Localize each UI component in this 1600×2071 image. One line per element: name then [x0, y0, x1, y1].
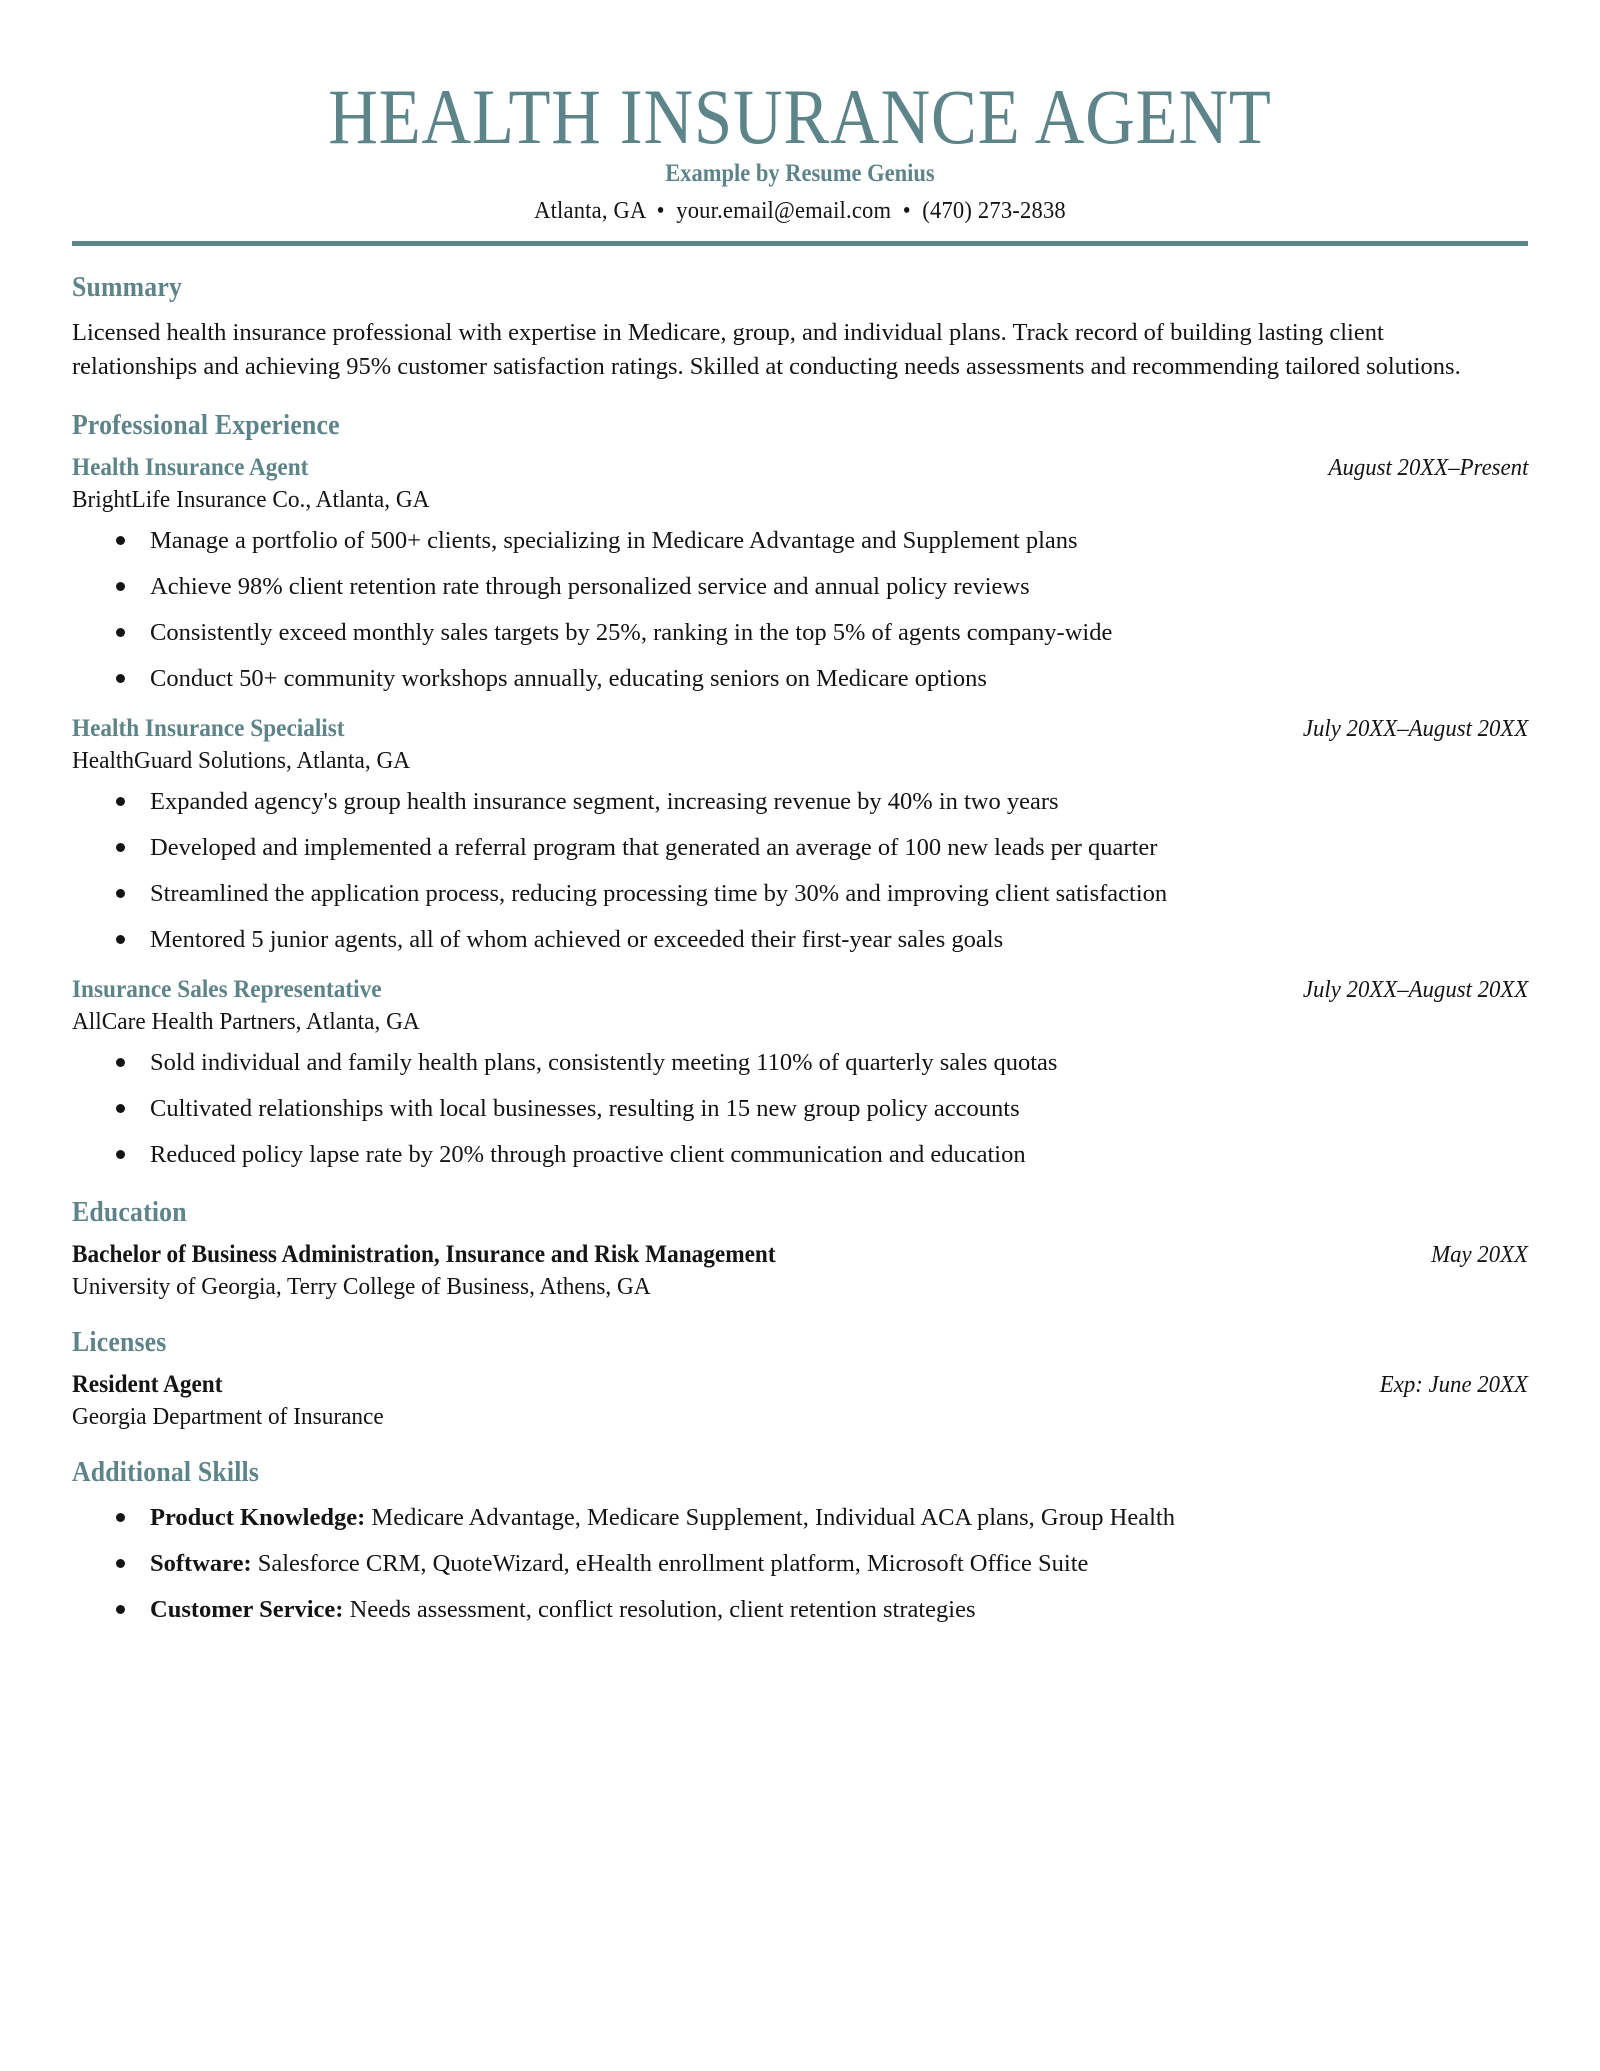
list-item [72, 570, 1528, 603]
page-title: HEALTH INSURANCE AGENT [328, 73, 1272, 160]
list-item-text: Consistently exceed monthly sales targets by 25%, ranking in the top 5% of agents company-wide [150, 618, 1113, 646]
section-heading-skills: Additional Skills [72, 1457, 260, 1489]
bullet-icon [116, 1104, 125, 1113]
entry-date: July 20XX–August 20XX [1302, 715, 1528, 742]
list-item [72, 1092, 1528, 1125]
entry-organization: University of Georgia, Terry College of Business, Athens, GA [72, 1273, 651, 1301]
bullet-icon [116, 582, 125, 591]
entry-header-row [72, 715, 1528, 743]
section-heading-summary: Summary [72, 272, 183, 303]
license-entry [72, 1371, 1528, 1431]
education-entries [72, 1241, 1528, 1301]
list-item-text: Sold individual and family health plans, consistently meeting 110% of quarterly sales quotas [150, 1049, 1058, 1077]
bullet-icon [116, 1058, 125, 1067]
skill-label: Customer Service: [150, 1596, 344, 1624]
entry-title: Health Insurance Agent [72, 453, 309, 481]
bullet-icon [116, 1605, 125, 1614]
resume-subtitle: Example by Resume Genius [665, 160, 935, 187]
bullet-icon [116, 628, 125, 637]
skill-item [72, 1593, 1528, 1626]
bullet-icon [116, 536, 125, 545]
list-item [72, 785, 1528, 818]
header-divider [72, 241, 1528, 246]
section-heading-experience: Professional Experience [72, 409, 340, 441]
list-item [72, 1138, 1528, 1171]
bullet-icon [116, 1150, 125, 1159]
contact-separator-2: • [902, 198, 911, 224]
list-item-text: Cultivated relationships with local businesses, resulting in 15 new group policy accounts [150, 1095, 1020, 1123]
entry-bullet-list [72, 785, 1528, 956]
list-item-text: Achieve 98% client retention rate through personalized service and annual policy reviews [150, 572, 1030, 600]
list-item [72, 616, 1528, 649]
skill-value: Salesforce CRM, QuoteWizard, eHealth enrollment platform, Microsoft Office Suite [251, 1550, 1089, 1578]
bullet-icon [116, 1513, 125, 1522]
contact-separator-1: • [656, 198, 665, 224]
section-education [72, 1197, 1528, 1301]
list-item-text: Developed and implemented a referral program that generated an average of 100 new leads per quarter [150, 833, 1158, 861]
entry-organization: HealthGuard Solutions, Atlanta, GA [72, 746, 411, 774]
section-summary [72, 272, 1528, 384]
education-entry [72, 1241, 1528, 1301]
entry-date: Exp: June 20XX [1379, 1372, 1528, 1399]
section-skills [72, 1457, 1528, 1626]
list-item [72, 662, 1528, 695]
entry-bullet-list [72, 1046, 1528, 1171]
contact-phone[interactable]: (470) 273-2838 [922, 198, 1066, 224]
skill-label: Software: [150, 1550, 252, 1578]
list-item-text: Conduct 50+ community workshops annually, educating seniors on Medicare options [150, 664, 987, 692]
entry-header-row [72, 976, 1528, 1004]
list-item-text: Expanded agency's group health insurance segment, increasing revenue by 40% in two years [150, 787, 1059, 815]
list-item-text: Manage a portfolio of 500+ clients, specializing in Medicare Advantage and Supplement plans [150, 526, 1078, 554]
entry-date: May 20XX [1431, 1242, 1528, 1269]
entry-header-row [72, 1371, 1528, 1399]
list-item [72, 1046, 1528, 1079]
skill-item [72, 1501, 1528, 1534]
list-item [72, 877, 1528, 910]
entry-title: Health Insurance Specialist [72, 714, 345, 742]
bullet-icon [116, 889, 125, 898]
resume-header [72, 73, 1528, 246]
bullet-icon [116, 1559, 125, 1568]
entry-bullet-list [72, 524, 1528, 695]
entry-header-row [72, 454, 1528, 482]
experience-entry [72, 715, 1528, 956]
entry-title: Bachelor of Business Administration, Insurance and Risk Management [72, 1241, 776, 1269]
bullet-icon [116, 935, 125, 944]
list-item [72, 923, 1528, 956]
entry-title: Resident Agent [72, 1371, 223, 1399]
section-heading-licenses: Licenses [72, 1327, 167, 1359]
experience-entries [72, 454, 1528, 1172]
entry-header-row [72, 1241, 1528, 1269]
entry-organization: BrightLife Insurance Co., Atlanta, GA [72, 485, 430, 513]
list-item [72, 831, 1528, 864]
skill-value: Medicare Advantage, Medicare Supplement, Individual ACA plans, Group Health [365, 1504, 1175, 1532]
contact-location: Atlanta, GA [534, 198, 646, 224]
contact-line [116, 198, 1485, 225]
section-experience [72, 410, 1528, 1172]
list-item-text: Mentored 5 junior agents, all of whom achieved or exceeded their first-year sales goals [150, 926, 1004, 954]
summary-text: Licensed health insurance professional with expertise in Medicare, group, and individual plans. Track record of building lasting client relationships and achieving 95% customer satisfaction ratings. Skilled at conducting needs assessments and recommending tailored solutions. [72, 319, 1461, 380]
bullet-icon [116, 797, 125, 806]
bullet-icon [116, 674, 125, 683]
entry-organization: Georgia Department of Insurance [72, 1403, 384, 1431]
skill-label: Product Knowledge: [150, 1504, 366, 1532]
entry-title: Insurance Sales Representative [72, 976, 382, 1004]
section-licenses [72, 1327, 1528, 1431]
list-item-text: Streamlined the application process, reducing processing time by 30% and improving client satisfaction [150, 879, 1168, 907]
list-item [72, 524, 1528, 557]
skills-list [72, 1501, 1528, 1626]
entry-date: August 20XX–Present [1328, 454, 1528, 481]
bullet-icon [116, 843, 125, 852]
license-entries [72, 1371, 1528, 1431]
contact-email[interactable]: your.email@email.com [676, 198, 892, 224]
entry-date: July 20XX–August 20XX [1302, 977, 1528, 1004]
skill-value: Needs assessment, conflict resolution, client retention strategies [343, 1596, 976, 1624]
entry-organization: AllCare Health Partners, Atlanta, GA [72, 1008, 420, 1036]
skill-item [72, 1547, 1528, 1580]
list-item-text: Reduced policy lapse rate by 20% through proactive client communication and education [150, 1141, 1026, 1169]
section-heading-education: Education [72, 1197, 187, 1229]
experience-entry [72, 976, 1528, 1171]
experience-entry [72, 454, 1528, 695]
